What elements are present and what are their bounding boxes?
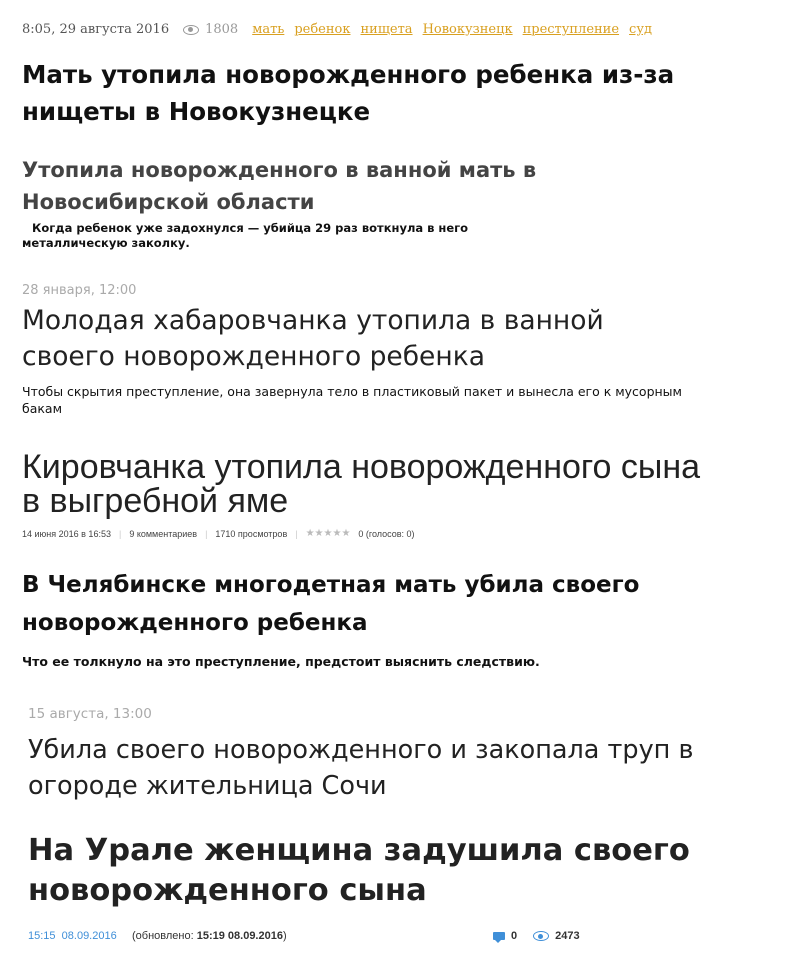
- headline-2[interactable]: Утопила новорожденного в ванной мать в Новосибирской области: [22, 158, 537, 214]
- view-count: 2473: [555, 930, 580, 942]
- date-3: 28 января, 12:00: [22, 283, 137, 298]
- tag-link[interactable]: мать: [252, 22, 285, 37]
- article-meta-4: [22, 528, 415, 539]
- view-count: 1710 просмотров: [215, 528, 288, 539]
- article-meta: [22, 22, 656, 37]
- headline-3[interactable]: Молодая хабаровчанка утопила в ванной своего новорожденного ребенка: [22, 305, 604, 372]
- tag-link[interactable]: нищета: [360, 22, 413, 37]
- headline-1[interactable]: Мать утопила новорожденного ребенка из-за нищеты в Новокузнецке: [22, 60, 675, 126]
- rating-stars-icon[interactable]: ★★★★★: [305, 528, 351, 539]
- updated-close: ): [282, 930, 287, 942]
- tag-link[interactable]: преступление: [522, 22, 620, 37]
- comment-icon[interactable]: [493, 932, 505, 940]
- headline-4[interactable]: Кировчанка утопила новорожденного сына в выгребной яме: [22, 448, 701, 520]
- updated-label: (обновлено:: [132, 930, 194, 942]
- headline-5[interactable]: В Челябинске многодетная мать убила своего новорожденного ребенка: [22, 572, 640, 636]
- view-count: 1808: [205, 22, 239, 37]
- comment-count[interactable]: 0: [511, 930, 518, 942]
- tag-link[interactable]: Новокузнецк: [422, 22, 513, 37]
- separator: |: [118, 528, 122, 539]
- headline-7[interactable]: На Урале женщина задушила своего новорожденного сына: [28, 833, 690, 908]
- eye-icon: [183, 25, 199, 35]
- rating-votes: 0 (голосов: 0): [358, 528, 415, 539]
- headline-6[interactable]: Убила своего новорожденного и закопала труп в огороде жительница Сочи: [28, 735, 694, 801]
- article-datetime: 8:05, 29 августа 2016: [22, 22, 170, 37]
- comment-count[interactable]: 9 комментариев: [129, 528, 198, 539]
- tag-link[interactable]: ребенок: [294, 22, 351, 37]
- subtitle-3: Чтобы скрытия преступление, она завернула тело в пластиковый пакет и вынесла его к мусорным бакам: [22, 384, 682, 416]
- date-7: 08.09.2016: [61, 930, 117, 942]
- article-meta-7: [28, 930, 588, 942]
- tag-link[interactable]: суд: [629, 22, 652, 37]
- updated-value: 15:19 08.09.2016: [196, 930, 283, 942]
- eye-icon: [533, 931, 549, 941]
- time-7: 15:15: [28, 930, 56, 942]
- separator: |: [295, 528, 298, 539]
- separator: |: [205, 528, 208, 539]
- counters: [493, 930, 580, 942]
- subtitle-5: Что ее толкнуло на это преступление, предстоит выяснить следствию.: [22, 654, 540, 669]
- date-6: 15 августа, 13:00: [28, 706, 152, 722]
- date-4: 14 июня 2016 в 16:53: [22, 528, 111, 539]
- subtitle-2: Когда ребенок уже задохнулся — убийца 29 раз воткнула в него металлическую заколку.: [22, 221, 469, 250]
